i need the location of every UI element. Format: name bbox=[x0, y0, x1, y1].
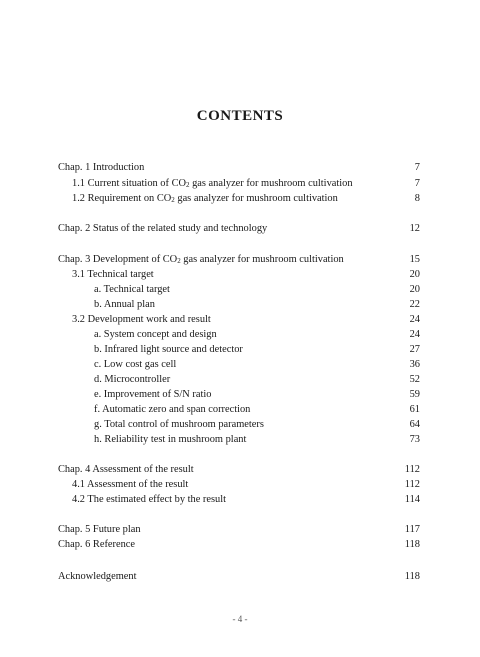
toc-entry-label: f. Automatic zero and span correction bbox=[94, 404, 251, 415]
toc-entry-label: Chap. 1 Introduction bbox=[58, 162, 145, 173]
toc-entry-page: 59 bbox=[409, 389, 420, 400]
toc-section-entry bbox=[58, 343, 420, 357]
toc-chapter-entry bbox=[58, 538, 420, 552]
toc-section-entry bbox=[58, 418, 420, 432]
toc-entry-label: a. Technical target bbox=[94, 284, 170, 295]
toc-entry-page: 8 bbox=[414, 193, 420, 204]
toc-chapter-entry bbox=[58, 222, 420, 236]
toc-entry-page: 24 bbox=[409, 329, 420, 340]
toc-entry-page: 117 bbox=[404, 524, 420, 535]
toc-section-entry bbox=[58, 433, 420, 447]
toc-section-entry bbox=[58, 493, 420, 507]
toc-section-entry bbox=[58, 403, 420, 417]
toc-chapter-entry bbox=[58, 253, 420, 267]
toc-entry-page: 27 bbox=[409, 344, 420, 355]
toc-entry-page: 112 bbox=[404, 464, 420, 475]
toc-entry-label: Chap. 4 Assessment of the result bbox=[58, 464, 194, 475]
toc-section-entry bbox=[58, 373, 420, 387]
toc-chapter-entry bbox=[58, 161, 420, 175]
toc-entry-page: 36 bbox=[409, 359, 420, 370]
toc-entry-label: b. Infrared light source and detector bbox=[94, 344, 243, 355]
toc-chapter-entry bbox=[58, 570, 420, 584]
toc-entry-page: 118 bbox=[404, 571, 420, 582]
toc-entry-page: 20 bbox=[409, 284, 420, 295]
toc-entry-page: 15 bbox=[409, 254, 420, 265]
toc-entry-page: 7 bbox=[414, 162, 420, 173]
toc-entry-page: 7 bbox=[414, 178, 420, 189]
toc-section-entry bbox=[58, 388, 420, 402]
toc-entry-label: 4.2 The estimated effect by the result bbox=[72, 494, 226, 505]
toc-entry-label: 4.1 Assessment of the result bbox=[72, 479, 189, 490]
toc-entry-page: 118 bbox=[404, 539, 420, 550]
toc-entry-page: 24 bbox=[409, 314, 420, 325]
toc-entry-label: h. Reliability test in mushroom plant bbox=[94, 434, 247, 445]
toc-section-entry bbox=[58, 192, 420, 206]
toc-entry-label: Chap. 3 Development of $CO_2$ gas analyzer for mushroom cultivation bbox=[58, 254, 344, 265]
toc-entry-label: Chap. 6 Reference bbox=[58, 539, 136, 550]
toc-entry-label: d. Microcontroller bbox=[94, 374, 171, 385]
toc-section-entry bbox=[58, 283, 420, 297]
toc-entry-page: 22 bbox=[409, 299, 420, 310]
toc-entry-label: Chap. 2 Status of the related study and technology bbox=[58, 223, 268, 234]
toc-entry-label: c. Low cost gas cell bbox=[94, 359, 177, 370]
toc-chapter-entry bbox=[58, 523, 420, 537]
toc-entry-page: 20 bbox=[409, 269, 420, 280]
toc-entry-page: 12 bbox=[409, 223, 420, 234]
toc-section-entry bbox=[58, 298, 420, 312]
toc-entry-page: 61 bbox=[409, 404, 420, 415]
toc-section-entry bbox=[58, 328, 420, 342]
toc-entry-label: 3.1 Technical target bbox=[72, 269, 154, 280]
toc-entry-label: 3.2 Development work and result bbox=[72, 314, 211, 325]
toc-entry-label: Chap. 5 Future plan bbox=[58, 524, 141, 535]
toc-entry-label: 1.2 Requirement on $CO_2$ gas analyzer for mushroom cultivation bbox=[72, 193, 338, 204]
page-title: CONTENTS bbox=[196, 108, 284, 124]
toc-entry-page: 73 bbox=[409, 434, 420, 445]
toc-entry-label: 1.1 Current situation of $CO_2$ gas analyzer for mushroom cultivation bbox=[72, 178, 353, 189]
toc-section-entry bbox=[58, 358, 420, 372]
toc-entry-page: 112 bbox=[404, 479, 420, 490]
toc-entry-page: 52 bbox=[409, 374, 420, 385]
toc-entry-label: a. System concept and design bbox=[94, 329, 217, 340]
toc-section-entry bbox=[58, 478, 420, 492]
toc-entry-page: 64 bbox=[409, 419, 420, 430]
toc-section-entry bbox=[58, 268, 420, 282]
toc-chapter-entry bbox=[58, 463, 420, 477]
page-number: - 4 - bbox=[232, 614, 248, 624]
toc-entry-label: g. Total control of mushroom parameters bbox=[94, 419, 264, 430]
toc-entry-page: 114 bbox=[404, 494, 420, 505]
toc-entry-label: b. Annual plan bbox=[94, 299, 155, 310]
toc-entry-label: Acknowledgement bbox=[58, 571, 137, 582]
toc-section-entry bbox=[58, 177, 420, 191]
toc-section-entry bbox=[58, 313, 420, 327]
toc-entry-label: e. Improvement of S/N ratio bbox=[94, 389, 212, 400]
